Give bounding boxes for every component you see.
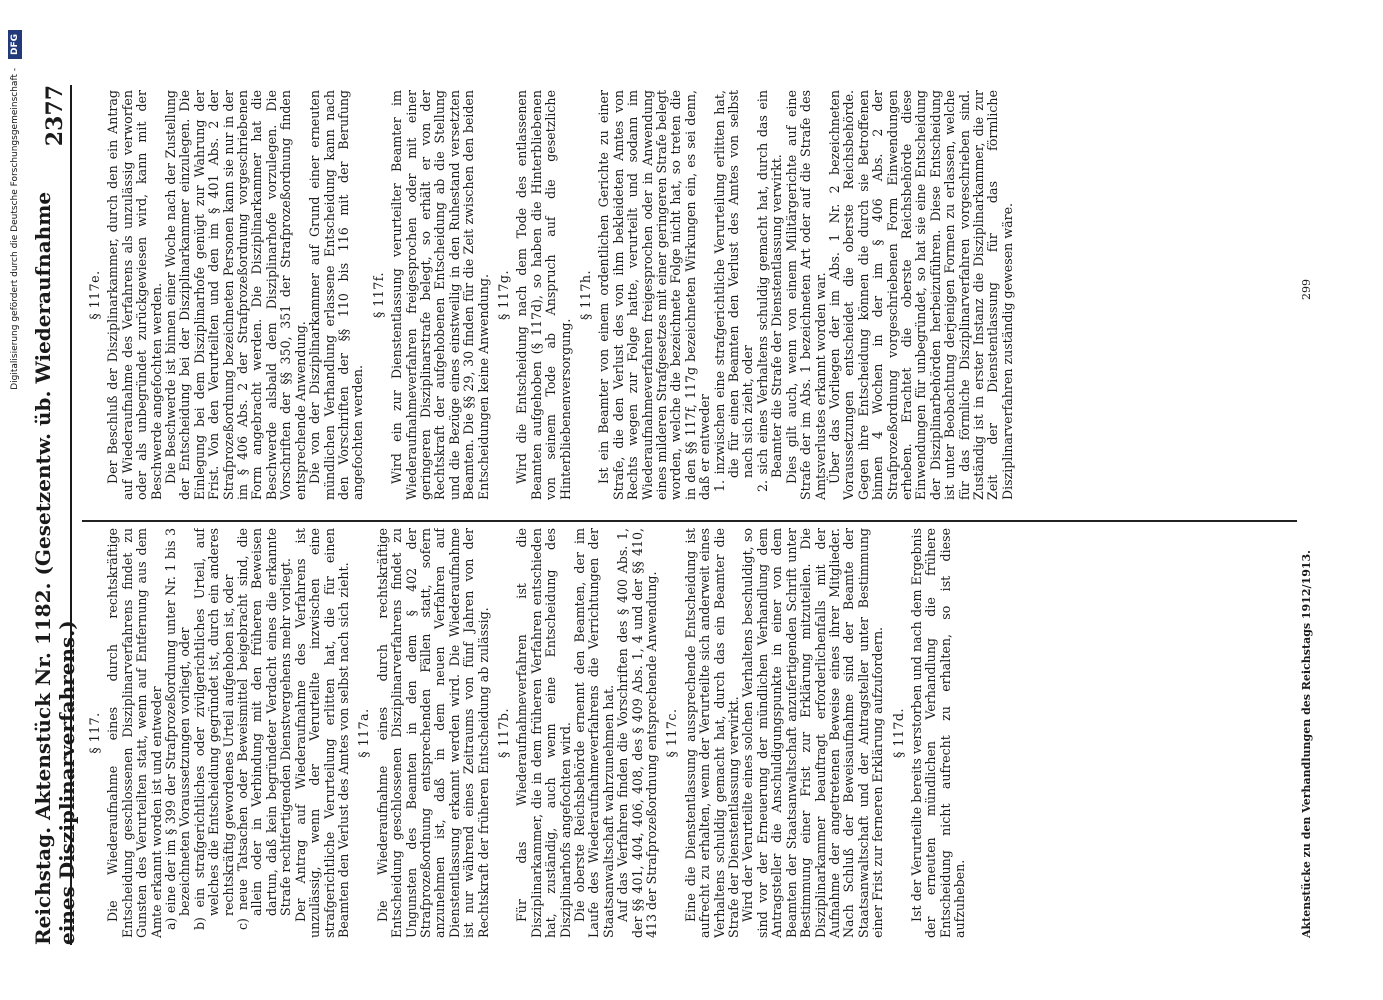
section-heading-117: § 117.: [87, 712, 102, 754]
section-heading-117e: § 117e.: [87, 270, 102, 320]
right-column: [82, 90, 1322, 500]
list-item: 1. inzwischen eine strafgerichtliche Verurteilung erlitten hat, die für einen Beamten den Verlust des Amtes von selbst nach sich zieht, oder: [711, 90, 756, 492]
section-heading-117b: § 117b.: [495, 708, 511, 758]
paragraph: Die von der Disziplinarkammer auf Grund einer erneuten mündlichen Verhandlung erlassene Entscheidung kann nach den Vorschriften der §§ 110 bis 116 mit der Berufung angefochten werden.: [307, 90, 366, 500]
paragraph: Die Wiederaufnahme eines durch rechtskräftige Entscheidung geschlossenen Disziplinarverfahrens findet zu Ungunsten des Beamten in den dem § 402 der Strafprozeßordnung entsprechenden Fällen statt, sofern anzunehmen ist, daß in dem neuen Verfahren auf Dienstentlassung erkannt werden wird. Die Wiederaufnahme ist nur während eines Zeitraums von fünf Jahren von der Rechtskraft der früheren Entscheidung ab zulässig.: [374, 528, 491, 938]
paragraph: Wird die Entscheidung nach dem Tode des entlassenen Beamten aufgehoben (§ 117d), so haben die Hinterbliebenen von seinem Tode ab Anspruch auf die gesetzliche Hinterbliebenenversorgung.: [514, 90, 573, 500]
section-heading-117h: § 117h.: [578, 270, 593, 320]
list-item: 2. sich eines Verhaltens schuldig gemacht hat, durch das ein Beamter die Strafe der Dienstentlassung verwirkt.: [754, 90, 785, 492]
section-heading-117c: § 117c.: [664, 708, 680, 758]
paragraph: Der Beschluß der Disziplinarkammer, durch den ein Antrag auf Wiederaufnahme des Verfahrens als unzulässig verworfen oder als unbegründet zurückgewiesen wird, kann mit der Beschwerde angefochten werden.: [105, 90, 164, 500]
footer-page-number: 299: [1300, 279, 1313, 300]
section-heading-117f: § 117f.: [370, 271, 386, 319]
paragraph: Über das Vorliegen der im Abs. 1 Nr. 2 bezeichneten Voraussetzungen entscheidet die oberste Reichsbehörde. Gegen ihre Entscheidung können die durch sie Betroffenen binnen 4 Wochen in der im § 406 Abs. 2 der Strafprozeßordnung vorgeschriebenen Form Einwendungen erheben. Erachtet die oberste Reichsbehörde diese Einwendungen für unbegründet, so hat sie eine Entscheidung der Disziplinarbehörden herbeizuführen. Diese Entscheidung ist unter Beobachtung derjenigen Formen zu erlassen, welche für das förmliche Disziplinarverfahren vorgeschrieben sind. Zuständig ist in erster Instanz die Disziplinarkammer, die zur Zeit der Dienstentlassung für das förmliche Disziplinarverfahren zuständig gewesen wäre.: [826, 90, 1015, 500]
paragraph: Für das Wiederaufnahmeverfahren ist die Disziplinarkammer, die in dem früheren Verfahren entschieden hat, zuständig, auch wenn eine Entscheidung des Disziplinarhofs angefochten wird.: [514, 528, 573, 938]
paragraph: Dies gilt auch, wenn von einem Militärgerichte auf eine Strafe der im Abs. 1 bezeichneten Art oder auf die Strafe des Amtsverlustes erkannt worden war.: [783, 90, 828, 500]
section-heading-117g: § 117g.: [495, 270, 511, 320]
column-divider: [82, 521, 1297, 523]
digitization-credit: [5, 30, 25, 900]
paragraph: Die oberste Reichsbehörde ernennt den Beamten, der im Laufe des Wiederaufnahmeverfahrens die Verrichtungen der Staatsanwaltschaft wahrzunehmen hat.: [572, 528, 616, 938]
dfg-logo-badge: DFG: [8, 30, 22, 59]
list-item: a) eine der im § 399 der Strafprozeßordnung unter Nr. 1 bis 3 bezeichneten Voraussetzungen vorliegt, oder: [163, 528, 193, 930]
credit-text: Digitalisierung gefördert durch die Deutsche Forschungsgemeinschaft -: [10, 67, 20, 390]
list-item: b) ein strafgerichtliches oder zivilgerichtliches Urteil, auf welches die Entscheidung gegründet ist, durch ein anderes rechtskräftig gewordenes Urteil aufgehoben ist, oder: [191, 528, 236, 930]
paragraph: Die Beschwerde ist binnen einer Woche nach der Zustellung der Entscheidung bei der Disziplinarkammer einzulegen. Die Einlegung bei dem Disziplinarhofe genügt zur Wahrung der Frist. Von den Verurteilten und den im § 401 Abs. 2 der Strafprozeßordnung bezeichneten Personen kann sie nur in der im § 406 Abs. 2 der Strafprozeßordnung vorgeschriebenen Form angebracht werden. Die Disziplinarkammer hat die Beschwerde alsbald dem Disziplinarhofe vorzulegen. Die Vorschriften der §§ 350, 351 der Strafprozeßordnung finden entsprechende Anwendung.: [163, 90, 308, 500]
paragraph: Auf das Verfahren finden die Vorschriften des § 400 Abs. 1, der §§ 401, 404, 406, 408, des § 409 Abs. 1, 4 und der §§ 410, 413 der Strafprozeßordnung entsprechende Anwendung.: [615, 528, 660, 938]
page-number: 2377: [42, 85, 68, 147]
paragraph: Wird ein zur Dienstentlassung verurteilter Beamter im Wiederaufnahmeverfahren freigesprochen oder mit einer geringeren Disziplinarstrafe belegt, so erhält er von der Rechtskraft der aufgehobenen Entscheidung ab die Stellung und die Bezüge eines einstweilig in den Ruhestand versetzten Beamten. Die §§ 29, 30 finden für die Zeit zwischen den beiden Entscheidungen keine Anwendung.: [389, 90, 491, 500]
section-heading-117d: § 117d.: [890, 708, 906, 758]
page-title: Reichstag. Aktenstück Nr. 1182. (Gesetzentw. üb. Wiederaufnahme eines Disziplinarverfahrens.): [31, 191, 79, 945]
paragraph: Die Wiederaufnahme eines durch rechtskräftige Entscheidung geschlossenen Disziplinarverfahrens findet zu Gunsten des Verurteilten statt, wenn auf Entfernung aus dem Amte erkannt worden ist und entweder: [105, 528, 164, 938]
list-item: c) neue Tatsachen oder Beweismittel beigebracht sind, die allein oder in Verbindung mit den früheren Beweisen dartun, daß kein begründeter Verdacht eines die erkannte Strafe rechtfertigenden Dienstvergehens mehr vorliegt.: [235, 528, 294, 930]
page-header: [31, 85, 79, 945]
left-column: [82, 528, 1322, 938]
paragraph: Ist der Verurteilte bereits verstorben und nach dem Ergebnis der erneuten mündlichen Verhandlung die frühere Entscheidung nicht aufrecht zu erhalten, so ist diese aufzuheben.: [908, 528, 968, 938]
footer-source-note: Aktenstücke zu den Verhandlungen des Reichstags 1912/1913.: [1300, 550, 1313, 938]
paragraph: Eine die Dienstentlassung aussprechende Entscheidung ist aufrecht zu erhalten, wenn der Verurteilte sich anderweit eines Verhaltens schuldig gemacht hat, durch das ein Beamter die Strafe der Dienstentlassung verwirkt.: [682, 528, 742, 938]
paragraph: Ist ein Beamter von einem ordentlichen Gerichte zu einer Strafe, die den Verlust des von ihm bekleideten Amtes von Rechts wegen zur Folge hatte, verurteilt und sodann im Wiederaufnahmeverfahren freigesprochen oder in Anwendung eines milderen Strafgesetzes mit einer geringeren Strafe belegt worden, welche die bezeichnete Folge nicht hat, so treten die in den §§ 117f, 117g bezeichneten Wirkungen ein, es sei denn, daß er entweder: [596, 90, 713, 500]
section-heading-117a: § 117a.: [356, 708, 372, 758]
paragraph: Wird der Verurteilte eines solchen Verhaltens beschuldigt, so sind vor der Erneuerung der mündlichen Verhandlung dem Antragsteller die Anschuldigungspunkte in einer von dem Beamten der Staatsanwaltschaft anzufertigenden Schrift unter Bestimmung einer Frist zur Erklärung mitzuteilen. Die Disziplinarkammer beauftragt erforderlichenfalls mit der Aufnahme der angetretenen Beweise eines ihrer Mitglieder. Nach Schluß der Beweisaufnahme sind der Beamte der Staatsanwaltschaft und der Antragsteller unter Bestimmung einer Frist zur ferneren Erklärung aufzufordern.: [740, 528, 886, 938]
paragraph: Der Antrag auf Wiederaufnahme des Verfahrens ist unzulässig, wenn der Verurteilte inzwischen eine strafgerichtliche Verurteilung erlitten hat, die für einen Beamten den Verlust des Amtes von selbst nach sich zieht.: [292, 528, 351, 938]
